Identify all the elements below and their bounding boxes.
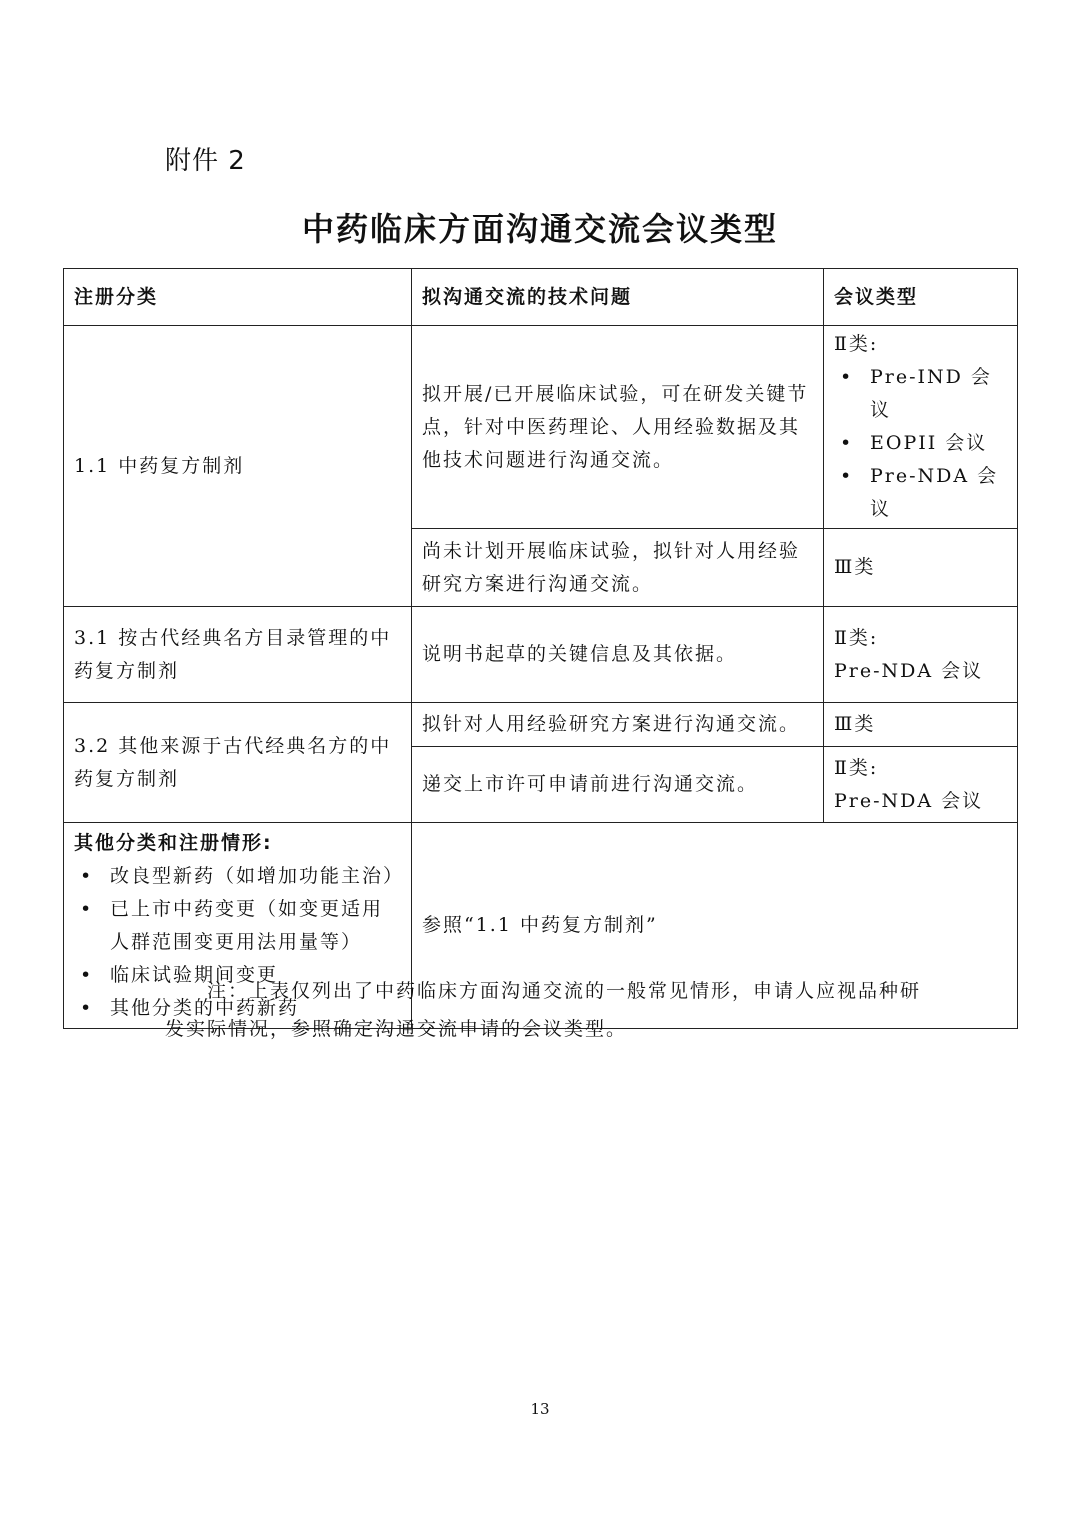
meeting-type-value: Pre-NDA 会议	[834, 659, 984, 682]
list-item: • Pre-NDA 会议	[834, 460, 1007, 526]
table-row	[64, 703, 1018, 747]
attachment-label: 附件 2	[165, 146, 246, 176]
row-category: 1.1 中药复方制剂	[64, 326, 412, 607]
list-item: • Pre-IND 会议	[834, 361, 1007, 427]
table-row	[64, 607, 1018, 703]
header-meeting-type: 会议类型	[824, 269, 1018, 326]
row-meeting-type: Ⅲ类	[824, 703, 1018, 747]
row-meeting-type	[824, 747, 1018, 823]
meeting-type-label: Ⅱ类:	[834, 626, 879, 649]
row-meeting-type	[824, 607, 1018, 703]
table-note: 注：上表仅列出了中药临床方面沟通交流的一般常见情形，申请人应视品种研发实际情况，参照确定沟通交流申请的会议类型。	[165, 980, 922, 1040]
row-category: 3.1 按古代经典名方目录管理的中药复方制剂	[64, 607, 412, 703]
row-issue: 拟针对人用经验研究方案进行沟通交流。	[412, 703, 824, 747]
page-number: 13	[530, 1400, 550, 1418]
row-meeting-type	[824, 326, 1018, 529]
table-row	[64, 326, 1018, 529]
header-issue: 拟沟通交流的技术问题	[412, 269, 824, 326]
meeting-type-label: Ⅱ类:	[834, 756, 879, 779]
other-categories-title: 其他分类和注册情形:	[74, 831, 273, 854]
header-category: 注册分类	[64, 269, 412, 326]
row-issue: 拟开展/已开展临床试验，可在研发关键节点，针对中医药理论、人用经验数据及其他技术问题进行沟通交流。	[412, 326, 824, 529]
row-issue: 尚未计划开展临床试验，拟针对人用经验研究方案进行沟通交流。	[412, 529, 824, 607]
row-meeting-type: Ⅲ类	[824, 529, 1018, 607]
table-header-row	[64, 269, 1018, 326]
meeting-type-label: Ⅱ类:	[834, 333, 879, 355]
list-item: • 已上市中药变更（如变更适用人群范围变更用法用量等）	[74, 893, 401, 959]
list-item: • 临床试验期间变更	[74, 959, 401, 992]
list-item: • EOPII 会议	[834, 427, 1007, 460]
row-issue: 参照“1.1 中药复方制剂”	[412, 823, 1018, 1029]
meeting-type-value: Pre-NDA 会议	[834, 789, 984, 812]
row-issue: 递交上市许可申请前进行沟通交流。	[412, 747, 824, 823]
meeting-types-table	[63, 268, 1018, 1029]
meeting-type-list	[834, 361, 1007, 526]
row-category: 3.2 其他来源于古代经典名方的中药复方制剂	[64, 703, 412, 823]
row-issue: 说明书起草的关键信息及其依据。	[412, 607, 824, 703]
page-title: 中药临床方面沟通交流会议类型	[301, 210, 778, 248]
list-item: • 改良型新药（如增加功能主治）	[74, 860, 401, 893]
list-item: • 其他分类的中药新药	[74, 992, 401, 1025]
